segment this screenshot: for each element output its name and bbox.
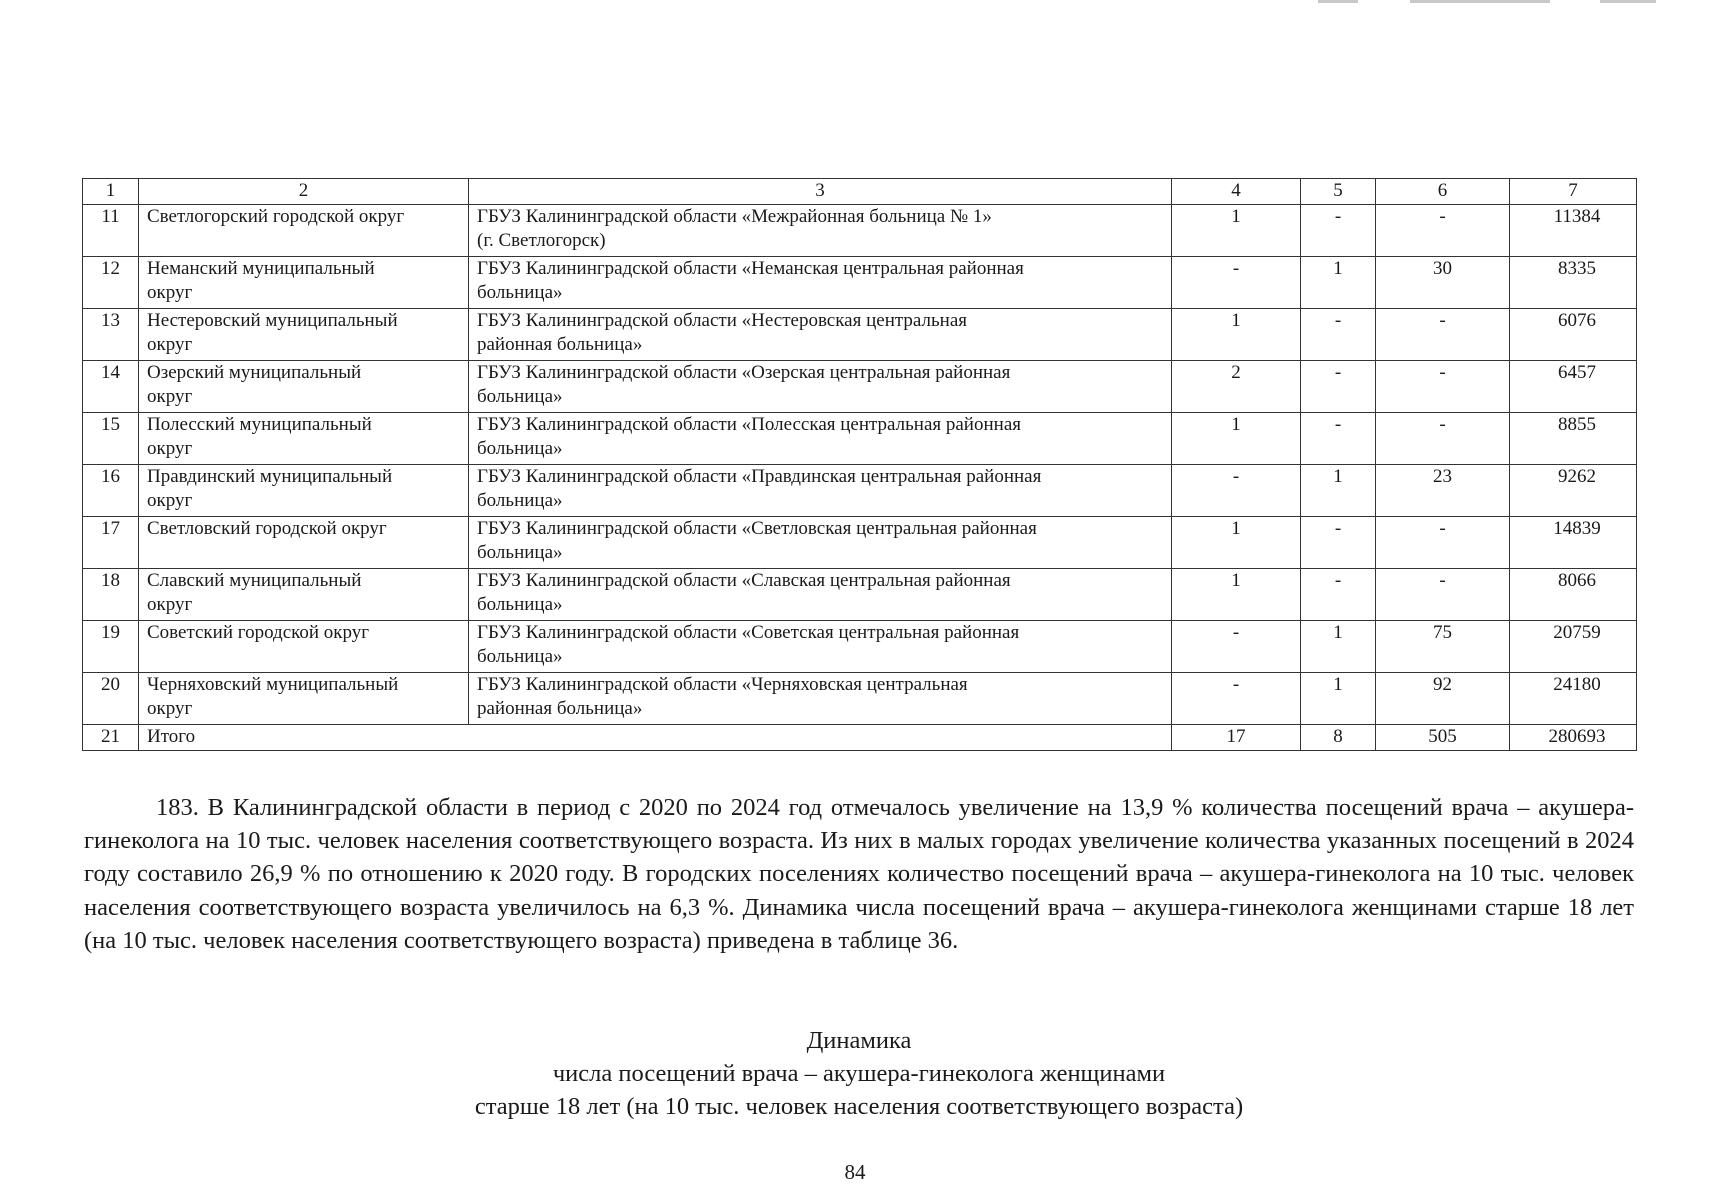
facilities-table	[82, 178, 1637, 751]
col7-cell: 20759	[1510, 621, 1637, 673]
scan-artifact	[1410, 0, 1550, 3]
table-row	[83, 569, 1637, 621]
table-row	[83, 673, 1637, 725]
col4-cell: 1	[1172, 413, 1301, 465]
row-number-cell: 15	[83, 413, 139, 465]
district-line: Светловский городской округ	[147, 518, 387, 539]
facility-line: ГБУЗ Калининградской области «Советская центральная районная	[477, 622, 1020, 643]
total-col7-cell: 280693	[1510, 725, 1637, 751]
scan-artifact	[1600, 0, 1656, 3]
district-line: округ	[147, 334, 193, 355]
col4-cell: -	[1172, 257, 1301, 309]
row-number-cell: 16	[83, 465, 139, 517]
district-line: Озерский муниципальный	[147, 362, 362, 383]
col6-cell: -	[1376, 361, 1510, 413]
col7-cell: 8855	[1510, 413, 1637, 465]
district-line: округ	[147, 698, 193, 719]
col4-cell: -	[1172, 621, 1301, 673]
table-header-row	[83, 179, 1637, 205]
table-caption	[84, 1024, 1634, 1123]
facility-line: ГБУЗ Калининградской области «Полесская центральная районная	[477, 414, 1021, 435]
total-col6-cell: 505	[1376, 725, 1510, 751]
page-number: 84	[844, 1160, 866, 1184]
col4-cell: -	[1172, 673, 1301, 725]
col5-cell: -	[1301, 361, 1376, 413]
col6-cell: 75	[1376, 621, 1510, 673]
col5-cell: 1	[1301, 465, 1376, 517]
district-cell	[139, 309, 469, 361]
facility-line: ГБУЗ Калининградской области «Нестеровская центральная	[477, 310, 967, 331]
facility-line: ГБУЗ Калининградской области «Правдинская центральная районная	[477, 466, 1042, 487]
col7-cell: 11384	[1510, 205, 1637, 257]
district-cell	[139, 517, 469, 569]
col7-cell: 14839	[1510, 517, 1637, 569]
facility-cell	[469, 673, 1172, 725]
facility-cell	[469, 621, 1172, 673]
col7-cell: 9262	[1510, 465, 1637, 517]
facility-cell	[469, 309, 1172, 361]
district-line: Правдинский муниципальный	[147, 466, 393, 487]
table-row	[83, 413, 1637, 465]
table-row	[83, 205, 1637, 257]
district-cell	[139, 257, 469, 309]
col7-cell: 6457	[1510, 361, 1637, 413]
col6-cell: -	[1376, 309, 1510, 361]
facility-cell	[469, 361, 1172, 413]
facility-line: больница»	[477, 594, 563, 615]
table-row	[83, 309, 1637, 361]
facility-cell	[469, 413, 1172, 465]
col6-cell: -	[1376, 517, 1510, 569]
district-line: округ	[147, 282, 193, 303]
col5-cell: -	[1301, 413, 1376, 465]
col5-cell: 1	[1301, 673, 1376, 725]
district-line: округ	[147, 594, 193, 615]
col6-cell: -	[1376, 205, 1510, 257]
district-line: Советский городской округ	[147, 622, 370, 643]
district-line: Нестеровский муниципальный	[147, 310, 398, 331]
col4-cell: 1	[1172, 517, 1301, 569]
facility-cell	[469, 205, 1172, 257]
caption-line: Динамика	[806, 1027, 912, 1054]
district-line: Черняховский муниципальный	[147, 674, 399, 695]
header-cell: 3	[469, 179, 1172, 205]
district-line: округ	[147, 386, 193, 407]
col4-cell: 1	[1172, 569, 1301, 621]
facility-line: больница»	[477, 282, 563, 303]
col4-cell: -	[1172, 465, 1301, 517]
header-cell: 2	[139, 179, 469, 205]
col5-cell: -	[1301, 517, 1376, 569]
district-line: Светлогорский городской округ	[147, 206, 405, 227]
col5-cell: 1	[1301, 257, 1376, 309]
row-number-cell: 20	[83, 673, 139, 725]
scan-artifact	[1318, 0, 1358, 3]
col6-cell: 92	[1376, 673, 1510, 725]
col6-cell: 30	[1376, 257, 1510, 309]
facility-line: ГБУЗ Калининградской области «Озерская центральная районная	[477, 362, 1011, 383]
district-cell	[139, 205, 469, 257]
table-total-row	[83, 725, 1637, 751]
row-number-cell: 11	[83, 205, 139, 257]
row-number-cell: 14	[83, 361, 139, 413]
district-cell	[139, 569, 469, 621]
col6-cell: -	[1376, 413, 1510, 465]
facility-line: районная больница»	[477, 698, 643, 719]
col6-cell: -	[1376, 569, 1510, 621]
col5-cell: -	[1301, 569, 1376, 621]
district-line: Неманский муниципальный	[147, 258, 375, 279]
facility-line: (г. Светлогорск)	[477, 230, 606, 251]
facility-line: районная больница»	[477, 334, 643, 355]
table-row	[83, 361, 1637, 413]
total-col5-cell: 8	[1301, 725, 1376, 751]
total-col4-cell: 17	[1172, 725, 1301, 751]
header-cell: 5	[1301, 179, 1376, 205]
table-row	[83, 517, 1637, 569]
facility-line: ГБУЗ Калининградской области «Межрайонная больница № 1»	[477, 206, 992, 227]
table-row	[83, 465, 1637, 517]
facility-line: ГБУЗ Калининградской области «Светловская центральная районная	[477, 518, 1037, 539]
district-cell	[139, 465, 469, 517]
facility-line: больница»	[477, 542, 563, 563]
district-cell	[139, 621, 469, 673]
col7-cell: 8066	[1510, 569, 1637, 621]
facility-cell	[469, 257, 1172, 309]
col7-cell: 6076	[1510, 309, 1637, 361]
row-number-cell: 12	[83, 257, 139, 309]
district-line: округ	[147, 490, 193, 511]
facility-line: больница»	[477, 438, 563, 459]
facility-line: больница»	[477, 646, 563, 667]
facility-line: ГБУЗ Калининградской области «Черняховская центральная	[477, 674, 968, 695]
facility-line: ГБУЗ Калининградской области «Славская центральная районная	[477, 570, 1011, 591]
row-number-cell: 19	[83, 621, 139, 673]
facility-cell	[469, 517, 1172, 569]
facility-line: ГБУЗ Калининградской области «Неманская центральная районная	[477, 258, 1024, 279]
header-cell: 4	[1172, 179, 1301, 205]
district-line: Славский муниципальный	[147, 570, 362, 591]
col6-cell: 23	[1376, 465, 1510, 517]
district-line: Полесский муниципальный	[147, 414, 372, 435]
col5-cell: -	[1301, 309, 1376, 361]
row-number-cell: 13	[83, 309, 139, 361]
col4-cell: 1	[1172, 205, 1301, 257]
district-line: округ	[147, 438, 193, 459]
row-number-cell: 18	[83, 569, 139, 621]
total-label-cell: Итого	[139, 725, 1172, 751]
facility-cell	[469, 569, 1172, 621]
header-cell: 1	[83, 179, 139, 205]
district-cell	[139, 413, 469, 465]
table-row	[83, 621, 1637, 673]
body-paragraph: 183. В Калининградской области в период с 2020 по 2024 год отмечалось увеличение на 13,9 % количества посещений врача – акушера-гинеколога на 10 тыс. человек населения соответствующего возраста. Из них в малых городах увеличение количества указанных посещений в 2024 году составило 26,9 % по отношению к 2020 году. В городских поселениях количество посещений врача – акушера-гинеколога на 10 тыс. человек населения соответствующего возраста увеличилось на 6,3 %. Динамика числа посещений врача – акушера-гинеколога женщинами старше 18 лет (на 10 тыс. человек населения соответствующего возраста) приведена в таблице 36.	[84, 794, 1634, 954]
row-number-cell: 17	[83, 517, 139, 569]
caption-line: числа посещений врача – акушера-гинеколога женщинами	[552, 1060, 1166, 1087]
facility-line: больница»	[477, 490, 563, 511]
facility-cell	[469, 465, 1172, 517]
header-cell: 6	[1376, 179, 1510, 205]
col4-cell: 2	[1172, 361, 1301, 413]
district-cell	[139, 673, 469, 725]
col4-cell: 1	[1172, 309, 1301, 361]
col7-cell: 24180	[1510, 673, 1637, 725]
col5-cell: 1	[1301, 621, 1376, 673]
caption-line: старше 18 лет (на 10 тыс. человек населения соответствующего возраста)	[474, 1093, 1244, 1120]
facility-line: больница»	[477, 386, 563, 407]
col5-cell: -	[1301, 205, 1376, 257]
district-cell	[139, 361, 469, 413]
table-row	[83, 257, 1637, 309]
total-number-cell: 21	[83, 725, 139, 751]
col7-cell: 8335	[1510, 257, 1637, 309]
header-cell: 7	[1510, 179, 1637, 205]
